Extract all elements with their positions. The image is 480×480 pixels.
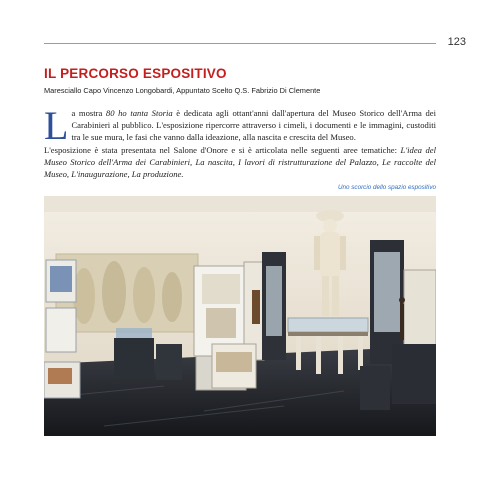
drop-cap: L xyxy=(44,103,69,148)
body-text xyxy=(44,103,437,180)
paragraph-2 xyxy=(44,144,436,181)
thematic-areas: L'idea del Museo Storico dell'Arma dei Carabinieri, La nascita, I lavori di ristrutturazione del Palazzo, Le raccolte del Museo, L'inaugurazione, La produzione. xyxy=(44,144,437,180)
page-number: 123 xyxy=(447,36,466,48)
exhibition-photo xyxy=(44,196,436,436)
paragraph-1 xyxy=(44,103,436,148)
p1-after: è dedicata agli ottant'anni dall'apertura del Museo Storico dell'Arma dei Carabinieri al pubblico. L'esposizione ripercorre attraverso i cimeli, i documenti e le immagini, custoditi tra le sue mura, le fasi che vanno dalla ideazione, alla nascita e crescita del Museo. xyxy=(71,108,436,143)
header-rule xyxy=(44,43,436,44)
exhibition-photo-illustration xyxy=(44,196,436,436)
section-title: IL PERCORSO ESPOSITIVO xyxy=(44,66,227,81)
p2-plain: L'esposizione è stata presentata nel Salone d'Onore e si è articolata nelle seguenti aree tematiche: xyxy=(44,144,401,155)
photo-caption: Uno scorcio dello spazio espositivo xyxy=(337,184,436,191)
exhibition-title: 80 ho tanta Storia xyxy=(105,108,173,118)
authors-line: Maresciallo Capo Vincenzo Longobardi, Appuntato Scelto Q.S. Fabrizio Di Clemente xyxy=(44,86,321,95)
p1-before: a mostra xyxy=(71,108,106,118)
